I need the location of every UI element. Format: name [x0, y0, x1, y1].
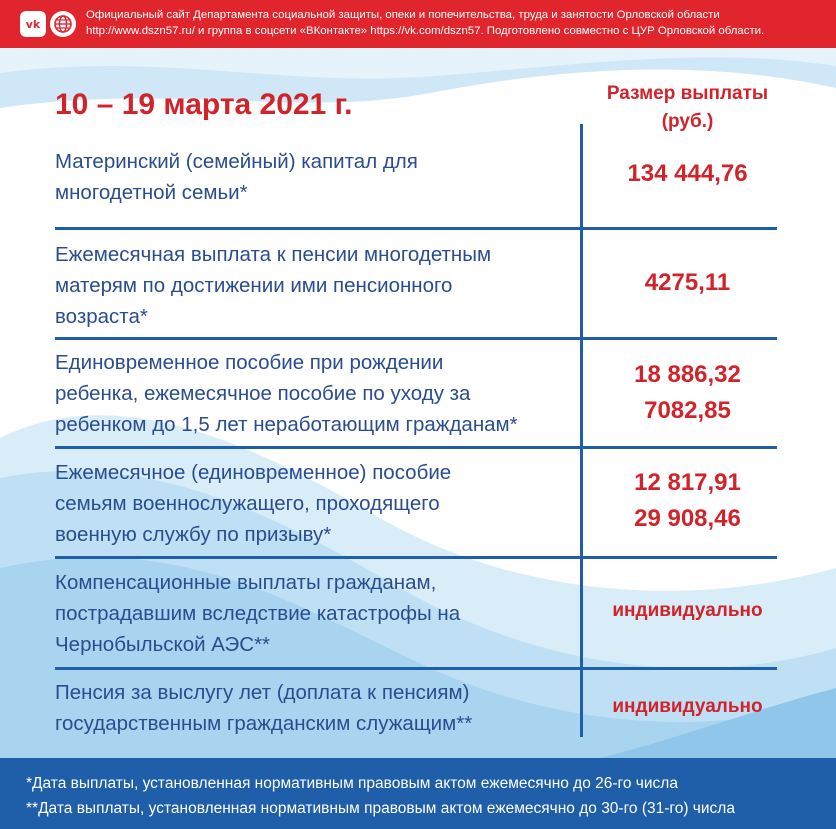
payment-amount [590, 265, 785, 301]
payment-amount [590, 465, 785, 537]
payment-amount [590, 593, 785, 629]
header-line-2[interactable]: http://www.dszn57.ru/ и группа в соцсети «ВКонтакте» https://vk.com/dszn57. Подготовлено совместно с ЦУР Орловской области. [86, 25, 765, 37]
row-divider [55, 227, 777, 230]
amount-value: 7082,85 [644, 397, 731, 424]
description-line: Чернобыльской АЭС** [55, 633, 271, 656]
header-line-1: Официальный сайт Департамента социальной защиты, опеки и попечительства, труда и занятости Орловской области [86, 9, 720, 21]
footnote-1: *Дата выплаты, установленная нормативным правовым актом ежемесячно до 26-го числа [26, 775, 678, 792]
payment-description [55, 677, 575, 739]
payment-description [55, 146, 575, 208]
description-line: военную службу по призыву* [55, 523, 332, 546]
payment-description [55, 347, 575, 440]
description-line: Единовременное пособие при рождении [55, 351, 444, 374]
payment-amount [590, 357, 785, 429]
globe-icon-graphic [53, 14, 73, 34]
amount-value: 134 444,76 [627, 160, 748, 187]
amount-value: индивидуально [612, 600, 763, 621]
amount-value: 18 886,32 [634, 361, 741, 388]
amount-value: 4275,11 [644, 269, 731, 296]
amount-column-header [590, 80, 785, 136]
description-line: семьям военнослужащего, проходящего [55, 492, 440, 515]
payment-description [55, 567, 575, 660]
description-line: ребенком до 1,5 лет неработающим гражданам* [55, 413, 518, 436]
amount-header-line-2: (руб.) [661, 111, 714, 132]
row-divider [55, 446, 777, 449]
globe-icon[interactable] [50, 11, 76, 37]
amount-value: 12 817,91 [634, 469, 741, 496]
description-line: Ежемесячное (единовременное) пособие [55, 461, 452, 484]
row-divider [55, 556, 777, 559]
description-line: многодетной семьи* [55, 181, 248, 204]
amount-value: индивидуально [612, 696, 763, 717]
amount-value: 29 908,46 [634, 505, 741, 532]
header-bar [0, 0, 836, 48]
description-line: Материнский (семейный) капитал для [55, 150, 418, 173]
footnotes-bar [0, 758, 836, 829]
payment-amount [590, 689, 785, 725]
payment-amount [590, 156, 785, 192]
amount-header-line-1: Размер выплаты [606, 83, 769, 104]
description-line: пострадавшим вследствие катастрофы на [55, 602, 461, 625]
description-line: Ежемесячная выплата к пенсии многодетным [55, 243, 492, 266]
description-line: возраста* [55, 305, 148, 328]
payment-description [55, 239, 575, 332]
payment-description [55, 457, 575, 550]
footnote-2: **Дата выплаты, установленная нормативным правовым актом ежемесячно до 30-го (31-го) числа [26, 800, 735, 817]
description-line: ребенка, ежемесячное пособие по уходу за [55, 382, 471, 405]
description-line: Пенсия за выслугу лет (доплата к пенсиям) [55, 681, 470, 704]
header-text [86, 7, 826, 39]
page-title: 10 – 19 марта 2021 г. [55, 88, 353, 121]
social-icons [20, 11, 76, 37]
row-divider [55, 337, 777, 340]
vk-icon[interactable]: vk [20, 11, 46, 37]
description-line: Компенсационные выплаты гражданам, [55, 571, 437, 594]
row-divider [55, 667, 777, 670]
description-line: матерям по достижении ими пенсионного [55, 274, 453, 297]
description-line: государственным гражданским служащим** [55, 712, 473, 735]
column-divider [580, 124, 583, 737]
